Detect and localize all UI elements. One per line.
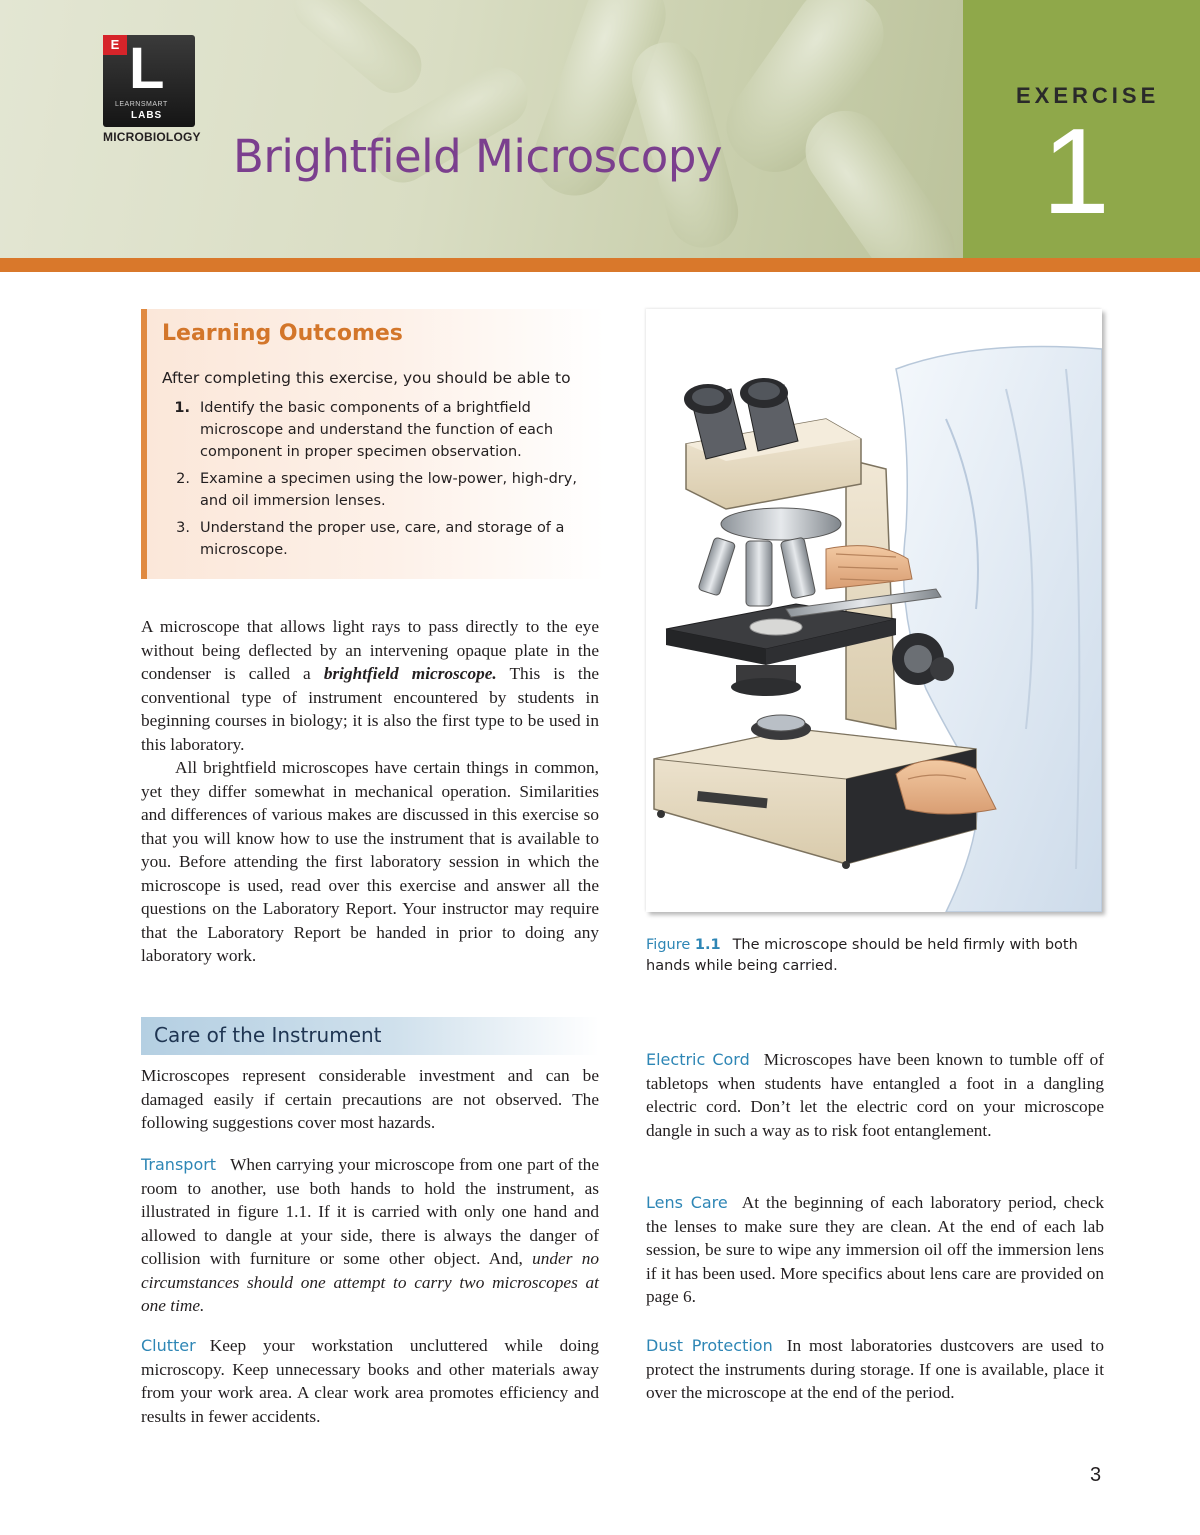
transport-text: When carrying your microscope from one part of the room to another, use both hands to hold the instrument, as illustrated in figure 1.1. If it is carried with only one hand and allowed to dangle at your side, there is always the danger of collision with furniture or some other object. And, — [141, 1155, 599, 1268]
list-item — [162, 468, 587, 512]
page-number: 3 — [1090, 1464, 1102, 1486]
dust-protection-paragraph — [646, 1334, 1104, 1405]
logo-labs-text: LABS — [131, 110, 163, 121]
list-item — [162, 397, 587, 463]
learning-outcomes-box — [141, 309, 605, 579]
transport-label: Transport — [141, 1155, 217, 1174]
transport-paragraph — [141, 1153, 599, 1318]
list-item-text: Identify the basic components of a brightfield microscope and understand the function of each component in proper specimen observation. — [200, 400, 554, 460]
learning-outcomes-list — [162, 397, 587, 566]
clutter-text: Keep your workstation uncluttered while doing microscopy. Keep unnecessary books and other materials away from your work area. A clear work area promotes efficiency and results in fewer accidents. — [141, 1336, 599, 1426]
learning-outcomes-intro: After completing this exercise, you should be able to — [162, 369, 571, 387]
lens-care-label: Lens Care — [646, 1193, 728, 1212]
list-item-number: 3. — [176, 520, 190, 536]
figure-label: Figure — [646, 937, 691, 953]
term-brightfield-microscope: brightfield microscope. — [323, 664, 497, 683]
list-item-text: Examine a specimen using the low-power, high-dry, and oil immersion lenses. — [200, 471, 577, 509]
figure-microscope-illustration — [646, 309, 1102, 912]
electric-cord-text: Microscopes have been known to tumble off of tabletops when students have entangled a foot in a dangling electric cord. Don’t let the electric cord on your microscope dangle in such a way as to risk foot entanglement. — [646, 1050, 1104, 1140]
learnsmart-labs-logo — [103, 35, 195, 127]
logo-wordmark: LEARNSMART — [115, 101, 168, 108]
list-item-number: 1. — [174, 400, 190, 416]
exercise-label: EXERCISE — [1016, 83, 1160, 108]
header-rule — [0, 258, 1200, 272]
clutter-paragraph — [141, 1334, 599, 1428]
logo-letter: L — [129, 36, 165, 101]
dust-protection-label: Dust Protection — [646, 1336, 773, 1355]
figure-caption — [646, 935, 1106, 977]
figure-number: 1.1 — [694, 937, 721, 953]
list-item — [162, 517, 587, 561]
figure-caption-text: The microscope should be held firmly with both hands while being carried. — [646, 937, 1078, 974]
lens-care-paragraph — [646, 1191, 1104, 1309]
care-intro-paragraph: Microscopes represent considerable investment and can be damaged easily if certain precautions are not observed. The following suggestions cover most hazards. — [141, 1066, 599, 1132]
section-heading: Care of the Instrument — [154, 1023, 382, 1047]
clutter-label: Clutter — [141, 1336, 196, 1355]
intro-paragraph-2: All brightfield microscopes have certain things in common, yet they differ somewhat in mechanical operation. Similarities and differences of various makes are discussed in this exercise so that you will know how to use the instrument that is available to you. Before attending the first laboratory session in which the microscope is used, read over this exercise and answer all the questions on the Laboratory Report. Your instructor may require that the Laboratory Report be handed in prior to doing any laboratory work. — [141, 758, 599, 965]
intro-paragraph-1 — [141, 615, 599, 756]
electric-cord-paragraph — [646, 1048, 1104, 1142]
logo-corner-mark: E — [103, 35, 127, 55]
bacteria-background-shape — [282, 0, 432, 104]
learning-outcomes-title: Learning Outcomes — [162, 321, 403, 346]
intro-text: A microscope that allows light rays to pass directly to the eye without being deflected by an intervening opaque plate in the condenser is called a — [141, 617, 599, 683]
transport-emphasis: under no circumstances should one attempt to carry two microscopes at one time. — [141, 1249, 600, 1315]
logo-subject: MICROBIOLOGY — [103, 130, 201, 144]
intro-text: This is the conventional type of instrument encountered by students in beginning courses in biology; it is also the first type to be used in this laboratory. — [141, 664, 600, 754]
lens-care-text: At the beginning of each laboratory period, check the lenses to make sure they are clean. At the end of each lab session, be sure to wipe any immersion oil off the immersion lens if it has been used. More specifics about lens care are provided on page 6. — [646, 1193, 1105, 1306]
section-heading-bar — [141, 1017, 599, 1055]
dust-protection-text: In most laboratories dustcovers are used to protect the instruments during storage. If one is available, place it over the microscope at the end of the period. — [646, 1336, 1104, 1402]
electric-cord-label: Electric Cord — [646, 1050, 750, 1069]
list-item-text: Understand the proper use, care, and storage of a microscope. — [200, 520, 565, 558]
page-title: Brightfield Microscopy — [233, 130, 723, 183]
microscope-illustration — [646, 309, 1102, 912]
exercise-number: 1 — [1042, 103, 1110, 239]
list-item-number: 2. — [176, 471, 190, 487]
